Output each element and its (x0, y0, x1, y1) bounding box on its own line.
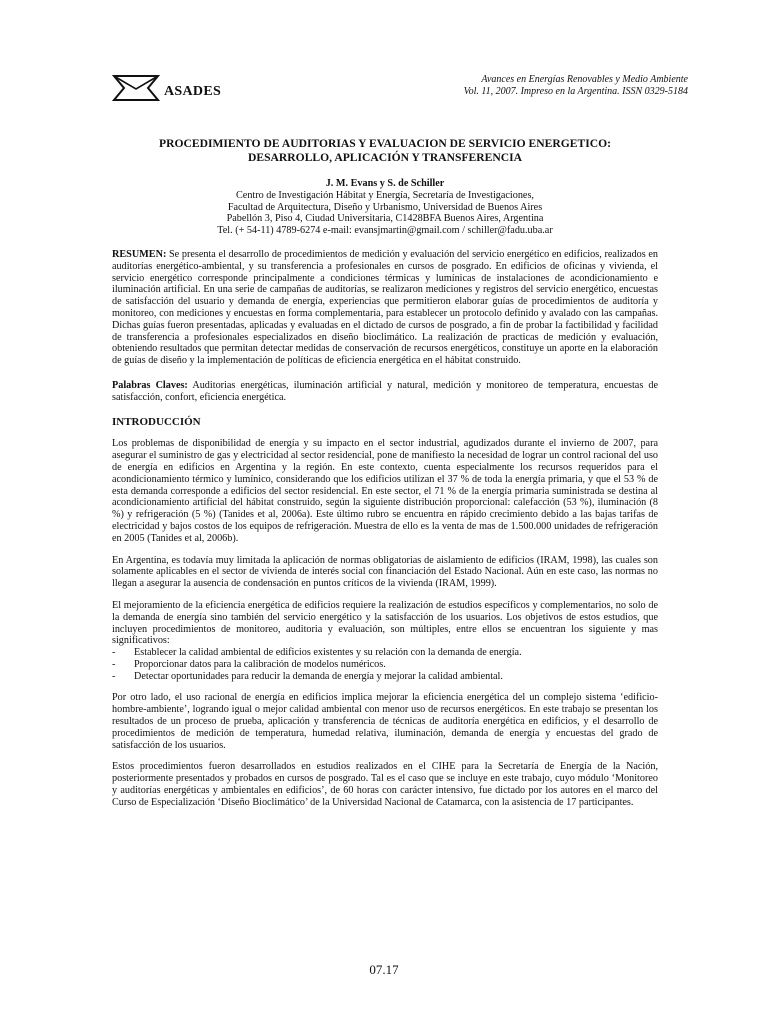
paragraph: El mejoramiento de la eficiencia energética de edificios requiere la realización de estudios específicos y complementarios, no solo de la demanda de energía sino también del servicio energético y la satisfacción de los usuarios. Los objetivos de estos estudios, que incluyen procedimientos de monitoreo, auditoria y evaluación, son múltiples, entre ellos se encuentran los siguiente y mas significativos: (112, 599, 658, 647)
bullet-marker: - (112, 647, 116, 659)
abstract-label: RESUMEN: (112, 248, 167, 260)
keywords-label: Palabras Claves: (112, 379, 188, 391)
list-item-text: Proporcionar datos para la calibración de modelos numéricos. (134, 658, 386, 670)
paragraph: En Argentina, es todavía muy limitada la aplicación de normas obligatorias de aislamiento de edificios (IRAM, 1998), las cuales son solamente aplicables en el sector de vivienda de interés social con financiación del Estado Nacional. Aún en este caso, las normas no llegan a asegurar la ausencia de condensación en puntos críticos de la vivienda (IRAM, 1999). (112, 554, 658, 590)
affiliation-line: Centro de Investigación Hábitat y Energía, Secretaría de Investigaciones, (236, 189, 534, 201)
page-header (112, 72, 688, 106)
journal-info (388, 74, 688, 98)
title-line-1: PROCEDIMIENTO DE AUDITORIAS Y EVALUACION DE SERVICIO ENERGETICO: (159, 137, 611, 150)
list-item-text: Detectar oportunidades para reducir la demanda de energía y mejorar la calidad ambiental. (134, 670, 503, 682)
list-item (112, 671, 658, 683)
paper-title (112, 137, 658, 165)
bullet-marker: - (112, 658, 116, 670)
journal-volume: Vol. 11, 2007. Impreso en la Argentina. ISSN 0329-5184 (463, 86, 688, 97)
list-item (112, 647, 658, 659)
list-item (112, 659, 658, 671)
logo-name: ASADES (164, 84, 222, 99)
section-heading-introduction: INTRODUCCIÓN (112, 415, 201, 428)
author-affiliation (112, 190, 658, 237)
abstract (112, 249, 658, 367)
journal-title: Avances en Energías Renovables y Medio Ambiente (481, 74, 688, 85)
page-number: 07.17 (369, 962, 399, 977)
asades-logo-icon (112, 74, 160, 102)
list-item-text: Establecer la calidad ambiental de edificios existentes y su relación con la demanda de energía. (134, 647, 522, 659)
keywords (112, 380, 658, 404)
paragraph: Los problemas de disponibilidad de energía y su impacto en el sector industrial, agudizados durante el invierno de 2007, para asegurar el suministro de gas y electricidad al sector residencial, pone de manifiesto la necesidad de lograr un control racional del uso de energía en edificios en Argentina y la región. En este contexto, cuenta especialmente los recursos requeridos para el acondicionamiento térmico y lumínico, considerando que los edificios utilizan el 37 % de toda la energía primaria, y que el 53 % de esta demanda corresponde a edificios del sector residencial. En este sector, el 71 % de la energía primaria suministrada se destina al acondicionamiento artificial del hábitat construido, según la siguiente distribución proporcional: calefacción (53 %), iluminación (8 %) y refrigeración (5 %) (Tanides et al, 2006a). Este último rubro se encuentra en rápido crecimiento debido a las bajas tarifas de electricidad y bajos costos de los equipos de refrigeración. Muestra de ello es la venta de mas de 1.500.000 unidades de refrigeración en 2005 (Tanides et al, 2006b). (112, 438, 658, 544)
affiliation-line: Pabellón 3, Piso 4, Ciudad Universitaria, C1428BFA Buenos Aires, Argentina (226, 213, 544, 225)
paper-body (112, 137, 658, 809)
title-line-2: DESARROLLO, APLICACIÓN Y TRANSFERENCIA (248, 151, 522, 164)
affiliation-line: Facultad de Arquitectura, Diseño y Urbanismo, Universidad de Buenos Aires (227, 201, 543, 213)
abstract-text: Se presenta el desarrollo de procedimientos de medición y evaluación del servicio energético en edificios, realizados en auditorías energético-ambiental, y su transferencia a profesionales en cursos de posgrado. En edificios de oficinas y vivienda, el servicio energético corresponde principalmente a condiciones térmicas y lumínicas de instalaciones de acondicionamiento e iluminación artificial. En una serie de campañas de auditorías, se realizaron mediciones y registros del servicio energético, encuestas de satisfacción del usuario y demanda de energía, experiencias que permitieron elaborar guías de procedimientos de auditoría y monitoreo, con mediciones y encuestas en forma complementaria, para establecer un protocolo definido y avalado con las campañas. Dichas guías fueron presentadas, aplicadas y evaluadas en el dictado de cursos de posgrado, a fin de probar la factibilidad y facilidad de transferencia a profesionales especializados en diseño bioclimático. La realización de practicas de medición y evaluación, obteniendo resultados que permitan detectar medidas de conservación de recursos energéticos, constituye un aporte en la elaboración de guías de diseño y la implementación de políticas de eficiencia energética en el hábitat construido. (112, 248, 659, 367)
keywords-text: Auditorias energéticas, iluminación artificial y natural, medición y monitoreo de temperatura, encuestas de satisfacción, confort, eficiencia energética. (112, 379, 658, 403)
objectives-list (112, 647, 658, 682)
paper-authors: J. M. Evans y S. de Schiller (325, 178, 445, 189)
affiliation-contact: Tel. (+ 54-11) 4789-6274 e-mail: evansjmartin@gmail.com / schiller@fadu.uba.ar (217, 225, 553, 237)
bullet-marker: - (112, 670, 116, 682)
paragraph: Por otro lado, el uso racional de energía en edificios implica mejorar la eficiencia energética del un complejo sistema ‘edificio-hombre-ambiente’, logrando igual o mejor calidad ambiental con menor uso de recursos energéticos. En este trabajo se presentan los resultados de un proceso de prueba, aplicación y transferencia de técnicas de auditoría energética en edificios, y el desarrollo de procedimientos de medición de temperatura, humedad relativa, iluminación, demanda de energía y encuestas del grado de satisfacción de los usuarios. (112, 692, 658, 751)
paragraph: Estos procedimientos fueron desarrollados en estudios realizados en el CIHE para la Secretaría de Energía de la Nación, posteriormente presentados y probados en cursos de posgrado. Tal es el caso que se incluye en este trabajo, cuyo módulo ‘Monitoreo y auditorías energéticas y ambientales en edificios’, de 60 horas con carácter intensivo, fue dictado por los autores en el marco del Curso de Especialización ‘Diseño Bioclimático’ de la Universidad Nacional de Catamarca, con la asistencia de 17 participantes. (112, 761, 658, 808)
